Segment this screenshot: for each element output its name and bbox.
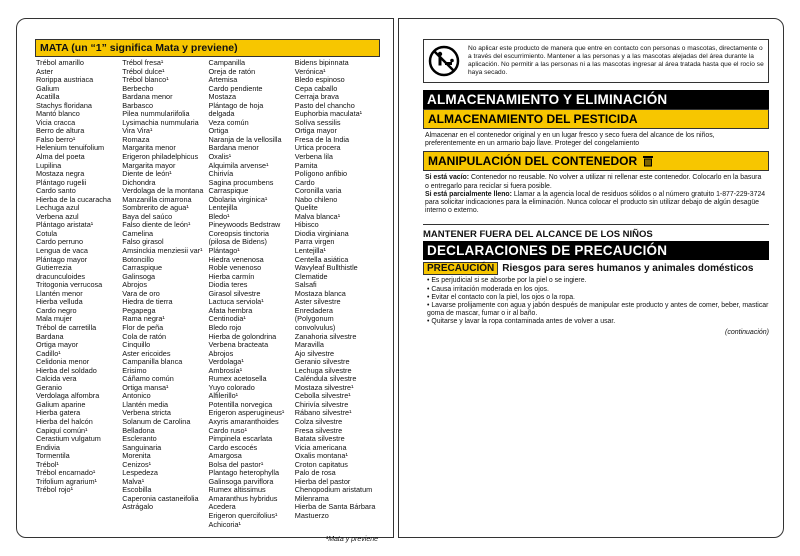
weed-name: Hierba del soldado: [36, 365, 97, 375]
no-contact-warning: [423, 39, 769, 83]
weed-name: Clematide: [294, 271, 328, 281]
container-handling-text: [423, 171, 769, 218]
weed-name: Rábano silvestre¹: [294, 408, 352, 418]
weed-name: Gutierrezia: [36, 263, 72, 273]
weed-name: Nabo chileno: [294, 194, 338, 204]
weed-name: Zanahoria silvestre: [294, 331, 357, 341]
weed-name: Verbena bracteata: [208, 340, 269, 350]
weed-name: Tormentila: [36, 451, 70, 461]
weed-name: Solanum de Carolina: [122, 416, 191, 426]
weed-name: Verónica¹: [294, 66, 326, 76]
weed-name: Cerastium vulgatum: [36, 434, 101, 444]
weed-name: Cardo pendiente: [208, 83, 263, 93]
weed-name: Diodia virginiana: [294, 228, 349, 238]
weed-name: Pimpinela escarlata: [208, 434, 273, 444]
weed-name: Euphorbia maculata¹: [294, 109, 363, 119]
weed-name: Croton capitatus: [294, 459, 348, 469]
weed-name: Flor de peña: [122, 322, 164, 332]
weed-name: Cinquillo: [122, 340, 151, 350]
weed-name: Girasol silvestre: [208, 288, 261, 298]
weed-columns: [35, 59, 380, 529]
weed-name: Endivia: [36, 442, 60, 452]
weed-name: (pilosa de Bidens): [208, 237, 267, 247]
weed-name: Mostaza silvestre¹: [294, 382, 354, 392]
weed-name: Plántago aristata¹: [36, 220, 94, 230]
weed-name: Cardo negro: [36, 305, 77, 315]
weed-name: Diodia teres: [208, 280, 248, 290]
weed-name: Caperonia castaneifolia: [122, 493, 199, 503]
weed-name: Fresa de la India: [294, 134, 350, 144]
weed-name: Sombrerito de agua¹: [122, 203, 189, 213]
footnote: ¹Mata y previene: [325, 536, 378, 543]
weed-name: Rorippa austriaca: [36, 75, 94, 85]
weed-name: Amargosa: [208, 451, 242, 461]
weed-name: Lechuga silvestre: [294, 365, 352, 375]
weed-name: Oreja de ratón: [208, 66, 256, 76]
weed-name: Centinodia¹: [208, 314, 246, 324]
weed-name: Ortiga: [208, 126, 229, 136]
precaution-title: DECLARACIONES DE PRECAUCIÓN: [423, 241, 769, 260]
weed-name: Yuyo colorado: [208, 382, 255, 392]
weed-name: Aster silvestre: [294, 297, 341, 307]
weed-name: Parra virgen: [294, 237, 335, 247]
weed-name: Trébol fresa¹: [122, 59, 164, 67]
weed-name: Erisimo: [122, 365, 147, 375]
weed-name: Pamita: [294, 160, 318, 170]
weed-name: Plántago¹: [208, 246, 240, 256]
weed-name: Amaranthus hybridus: [208, 493, 278, 503]
weed-name: Acatilla: [36, 92, 60, 102]
weed-name: Cardo perruno: [36, 237, 84, 247]
weed-name: Helenium tenuifolium: [36, 143, 105, 153]
weed-name: Acedera: [208, 502, 236, 512]
weed-name: Hierba del pastor: [294, 476, 351, 486]
weed-name: Enredadera: [294, 305, 333, 315]
weed-name: Salsafi: [294, 280, 317, 290]
weed-name: Belladona: [122, 425, 155, 435]
weed-name: Centella asiática: [294, 254, 349, 264]
precaution-row: [423, 262, 769, 275]
container-handling-title: MANIPULACIÓN DEL CONTENEDOR: [428, 154, 638, 169]
empty-instruction: [425, 174, 767, 190]
weed-name: Lentejilla: [208, 203, 238, 213]
weed-name: Cepa caballo: [294, 83, 338, 93]
storage-disposal-title: ALMACENAMIENTO Y ELIMINACIÓN: [423, 90, 769, 109]
weed-name: Margarita mayor: [122, 160, 176, 170]
keep-out-of-reach: MANTENER FUERA DEL ALCANCE DE LOS NIÑOS: [423, 229, 653, 241]
weed-name: Vicia cracca: [36, 117, 76, 127]
weed-name: Verbena azul: [36, 211, 79, 221]
empty-label: Si está vacío:: [425, 174, 470, 182]
weed-name: Artemisa: [208, 75, 238, 85]
weed-name: Maravilla: [294, 340, 324, 350]
weed-name: Ortiga mansa¹: [122, 382, 169, 392]
weed-name: Hierba carmín: [208, 271, 255, 281]
weed-name: Trébol blanco¹: [122, 75, 169, 85]
pesticide-storage-title: ALMACENAMIENTO DEL PESTICIDA: [423, 109, 769, 129]
weed-name: Wavyleaf Bullthistle: [294, 263, 358, 273]
no-people-pets-icon: [428, 45, 460, 77]
weed-name: Barbasco: [122, 100, 154, 110]
weed-name: Roble venenoso: [208, 263, 262, 273]
weed-name: Calcida vera: [36, 374, 77, 384]
weed-name: Verbena stricta: [122, 408, 171, 418]
weed-name: Naranja de la vellosilla: [208, 134, 282, 144]
weed-name: Obolaria virginica¹: [208, 194, 268, 204]
weed-name: Lysimachia nummularia: [122, 117, 199, 127]
right-label-panel: [398, 18, 784, 538]
continuation-note: (continuación): [725, 328, 769, 336]
weed-column-4: [294, 59, 380, 529]
weed-name: Hierba velluda: [36, 297, 83, 307]
weed-name: (Polygonum: [294, 314, 334, 324]
weed-name: Veza común: [208, 117, 249, 127]
weed-name: dracunculoides: [36, 271, 86, 281]
weed-name: Vicia americana: [294, 442, 347, 452]
weed-name: Galium: [36, 83, 60, 93]
weed-name: Bledo espinoso: [294, 75, 345, 85]
weed-name: Urtica procera: [294, 143, 341, 153]
weed-name: Erigeron asperugineus¹: [208, 408, 285, 418]
weed-name: Lengua de vaca: [36, 246, 88, 256]
weed-name: Fresa silvestre: [294, 425, 343, 435]
weed-name: Lespedeza: [122, 468, 158, 478]
weed-name: Galium aparine: [36, 399, 86, 409]
weed-name: Llantén media: [122, 399, 169, 409]
no-contact-text: No aplicar este producto de manera que entre en contacto con personas o mascotas, directamente o a través del escurrimiento. Mantener a las personas y a las mascotas alejadas del área durante la aplicación. No permitir a las personas ni a las mascotas ingresar al área tratada hasta que el rocío se haya secado.: [468, 45, 764, 76]
weed-name: Plántago de hoja: [208, 100, 264, 110]
precaution-tag: PRECAUCIÓN: [423, 262, 498, 275]
weed-name: Berbecho: [122, 83, 154, 93]
weed-name: Berro de altura: [36, 126, 85, 136]
weed-name: Batata silvestre: [294, 434, 345, 444]
weed-name: Verdolaga alfombra: [36, 391, 100, 401]
weed-name: Ortiga mayor: [294, 126, 337, 136]
weed-name: Ambrosía¹: [208, 365, 243, 375]
weed-name: Colza silvestre: [294, 416, 343, 426]
empty-text: Contenedor no reusable. No volver a utilizar ni rellenar este contenedor. Colocarlo en la basura o entregarlo para reciclar si fuera posible.: [425, 174, 762, 190]
weed-name: Hierba de Santa Bárbara: [294, 502, 376, 512]
weed-name: Romaza: [122, 134, 150, 144]
weed-name: Vira Vira¹: [122, 126, 153, 136]
weed-name: Diente de león¹: [122, 169, 172, 179]
weed-name: Capiquí común¹: [36, 425, 88, 435]
weed-name: Oxalis¹: [208, 152, 232, 162]
weed-name: Alfilerillo¹: [208, 391, 239, 401]
weed-name: Llantén menor: [36, 288, 83, 298]
precaution-item: • Lavarse prolijamente con agua y jabón después de manipular este producto y antes de comer, beber, masticar goma de mascar, fumar o ir al baño.: [427, 302, 769, 318]
weed-name: Lentejilla¹: [294, 246, 326, 256]
weed-name: Sagina procumbens: [208, 177, 274, 187]
left-label-panel: [16, 18, 394, 543]
weed-name: Axyris amaranthoides: [208, 416, 279, 426]
weed-name: Aster ericoides: [122, 348, 171, 358]
weed-name: Antonico: [122, 391, 151, 401]
weed-name: Alma del poeta: [36, 152, 85, 162]
weed-column-2: [121, 59, 207, 529]
weed-name: Verbena lila: [294, 152, 333, 162]
weed-name: Chirivía: [208, 169, 234, 179]
weed-name: Stachys floridana: [36, 100, 92, 110]
partial-label: Si está parcialmente lleno:: [425, 190, 512, 198]
weed-name: Rama negra¹: [122, 314, 165, 324]
weed-name: Margarita menor: [122, 143, 176, 153]
weed-name: Carraspique: [208, 186, 249, 196]
weed-name: Ajo silvestre: [294, 348, 335, 358]
weed-name: Sanguinaria: [122, 442, 162, 452]
weed-name: Cebolla silvestre¹: [294, 391, 351, 401]
weed-name: Chirivía silvestre: [294, 399, 349, 409]
trash-bin-icon: [642, 155, 654, 167]
weed-name: Galinsoga parviflora: [208, 476, 274, 486]
weed-name: Abrojos: [208, 348, 234, 358]
weed-name: Aster: [36, 66, 54, 76]
weed-name: Palo de rosa: [294, 468, 336, 478]
precaution-item: • Es perjudicial si se absorbe por la piel o se ingiere.: [427, 277, 769, 285]
weed-name: Trébol encarnado¹: [36, 468, 96, 478]
mata-header: MATA (un “1” significa Mata y previene): [35, 39, 380, 57]
partial-instruction: [425, 191, 767, 216]
right-content: [423, 39, 769, 336]
weed-name: Plántago rugelii: [36, 177, 87, 187]
weed-name: Bledo¹: [208, 211, 230, 221]
weed-name: Trébol¹: [36, 459, 59, 469]
weed-name: Dichondra: [122, 177, 156, 187]
weed-name: Manzanilla cimarrona: [122, 194, 192, 204]
weed-list-section: [35, 39, 380, 547]
weed-name: Polígono anfibio: [294, 169, 348, 179]
weed-name: Coronilla varia: [294, 186, 342, 196]
precaution-subtitle: Riesgos para seres humanos y animales domésticos: [502, 263, 754, 275]
weed-name: Malva blanca¹: [294, 211, 341, 221]
weed-name: Cáñamo común: [122, 374, 174, 384]
weed-name: Falso berro¹: [36, 134, 76, 144]
weed-name: Mostaza negra: [36, 169, 85, 179]
section-divider: [423, 224, 769, 225]
weed-name: Malva¹: [122, 476, 145, 486]
weed-name: Falso girasol: [122, 237, 164, 247]
weed-name: Trébol amarillo: [36, 59, 84, 67]
weed-name: Chenopodium aristatum: [294, 485, 373, 495]
weed-name: Verdolaga de la montana: [122, 186, 204, 196]
weed-name: Carraspique: [122, 263, 162, 273]
weed-name: Bolsa del pastor¹: [208, 459, 264, 469]
weed-name: Hierba del halcón: [36, 416, 93, 426]
weed-name: Trébol rojo¹: [36, 485, 74, 495]
weed-name: Pegapega: [122, 305, 156, 315]
weed-name: Cenizos¹: [122, 459, 152, 469]
weed-name: Verdolaga¹: [208, 357, 244, 367]
weed-name: Vara de oro: [122, 288, 160, 298]
container-handling-header: [423, 151, 769, 171]
weed-name: Pilea nummulariifolia: [122, 109, 190, 119]
weed-name: Campanilla: [208, 59, 246, 67]
weed-name: Lechuga azul: [36, 203, 80, 213]
weed-name: Campanilla blanca: [122, 357, 183, 367]
weed-name: Hierba gatera: [36, 408, 81, 418]
weed-name: Trébol de carretilla: [36, 322, 97, 332]
weed-name: Hierba de golondrina: [208, 331, 277, 341]
precaution-item: • Quitarse y lavar la ropa contaminada antes de volver a usar.: [427, 318, 769, 326]
weed-name: Abrojos: [122, 280, 147, 290]
weed-name: Caléndula silvestre: [294, 374, 357, 384]
pesticide-storage-text: Almacenar en el contenedor original y en un lugar fresco y seco fuera del alcance de los niños, preferentemente en un armario bajo llave. Proteger del congelamiento: [425, 132, 715, 148]
weed-name: Bardana menor: [122, 92, 173, 102]
weed-name: Trébol dulce¹: [122, 66, 165, 76]
weed-name: Falso diente de león¹: [122, 220, 191, 230]
weed-name: Cardo ruso¹: [208, 425, 248, 435]
weed-column-3: [208, 59, 294, 529]
weed-name: Milenrama: [294, 493, 329, 503]
weed-name: Tritogonia verrucosa: [36, 280, 103, 290]
weed-name: Mostaza blanca: [294, 288, 346, 298]
weed-name: Cardo: [294, 177, 315, 187]
weed-name: delgada: [208, 109, 235, 119]
weed-name: convolvulus): [294, 322, 336, 332]
weed-name: Solíva sessilis: [294, 117, 341, 127]
weed-name: Pasto del chancho: [294, 100, 355, 110]
weed-name: Erigeron quercifolius¹: [208, 510, 278, 520]
weed-name: Astrágalo: [122, 502, 154, 512]
weed-name: Mantó blanco: [36, 109, 80, 119]
weed-name: Geranio silvestre: [294, 357, 350, 367]
weed-name: Cerraja brava: [294, 92, 339, 102]
weed-name: Pineywoods Bedstraw: [208, 220, 281, 230]
weed-name: Achicoria¹: [208, 519, 241, 529]
weed-name: Mastuerzo: [294, 510, 329, 520]
weed-name: Escobilla: [122, 485, 152, 495]
weed-name: Bidens bipinnata: [294, 59, 349, 67]
precaution-item: • Evitar el contacto con la piel, los ojos o la ropa.: [427, 294, 769, 302]
weed-name: Botoncillo: [122, 254, 154, 264]
weed-name: Lactuca serviola¹: [208, 297, 264, 307]
weed-name: Erigeron philadelphicus: [122, 152, 199, 162]
weed-name: Quelite: [294, 203, 318, 213]
weed-name: Bardana: [36, 331, 64, 341]
weed-name: Ortiga mayor: [36, 340, 79, 350]
weed-name: Trifolium agrarium¹: [36, 476, 97, 486]
weed-name: Hiedra de tierra: [122, 297, 173, 307]
weed-name: Hibisco: [294, 220, 319, 230]
weed-name: Hierba de la cucaracha: [36, 194, 112, 204]
weed-name: Plántago mayor: [36, 254, 88, 264]
weed-name: Bledo rojo: [208, 322, 242, 332]
weed-name: Geranio: [36, 382, 62, 392]
weed-name: Alquimila arvense¹: [208, 160, 269, 170]
weed-name: Rumex altissimus: [208, 485, 266, 495]
weed-name: Potentilla norvegica: [208, 399, 273, 409]
weed-name: Afata hembra: [208, 305, 253, 315]
weed-name: Lupilina: [36, 160, 62, 170]
weed-name: Celidonia menor: [36, 357, 90, 367]
precaution-item: • Causa irritación moderada en los ojos.: [427, 286, 769, 294]
weed-name: Rumex acetosella: [208, 374, 267, 384]
weed-column-1: [35, 59, 121, 529]
weed-name: Escleranto: [122, 434, 157, 444]
weed-name: Camelina: [122, 228, 154, 238]
weed-name: Coreopsis tinctoria: [208, 228, 269, 238]
weed-name: Galinsoga: [122, 271, 156, 281]
weed-name: Mala mujer: [36, 314, 73, 324]
precaution-list: [423, 277, 769, 326]
weed-name: Cadillo¹: [36, 348, 61, 358]
weed-name: Bardana menor: [208, 143, 259, 153]
partial-text: Llamar a la agencia local de residuos sólidos o al número gratuito 1-877-229-3724 para solicitar indicaciones para la eliminación. Nunca colocar el producto sin utilizar debajo de algún desagüe interno o externo.: [425, 190, 766, 215]
weed-name: Cotula: [36, 228, 58, 238]
weed-name: Cola de ratón: [122, 331, 167, 341]
weed-name: Cardo escocés: [208, 442, 258, 452]
weed-name: Cardo santo: [36, 186, 76, 196]
weed-name: Amsinckia menziesii var¹: [122, 246, 203, 256]
weed-name: Plantago heterophylla: [208, 468, 280, 478]
weed-name: Hiedra venenosa: [208, 254, 264, 264]
weed-name: Baya del saúco: [122, 211, 173, 221]
weed-name: Mostaza: [208, 92, 237, 102]
weed-name: Oxalis montana¹: [294, 451, 348, 461]
weed-name: Morenita: [122, 451, 151, 461]
